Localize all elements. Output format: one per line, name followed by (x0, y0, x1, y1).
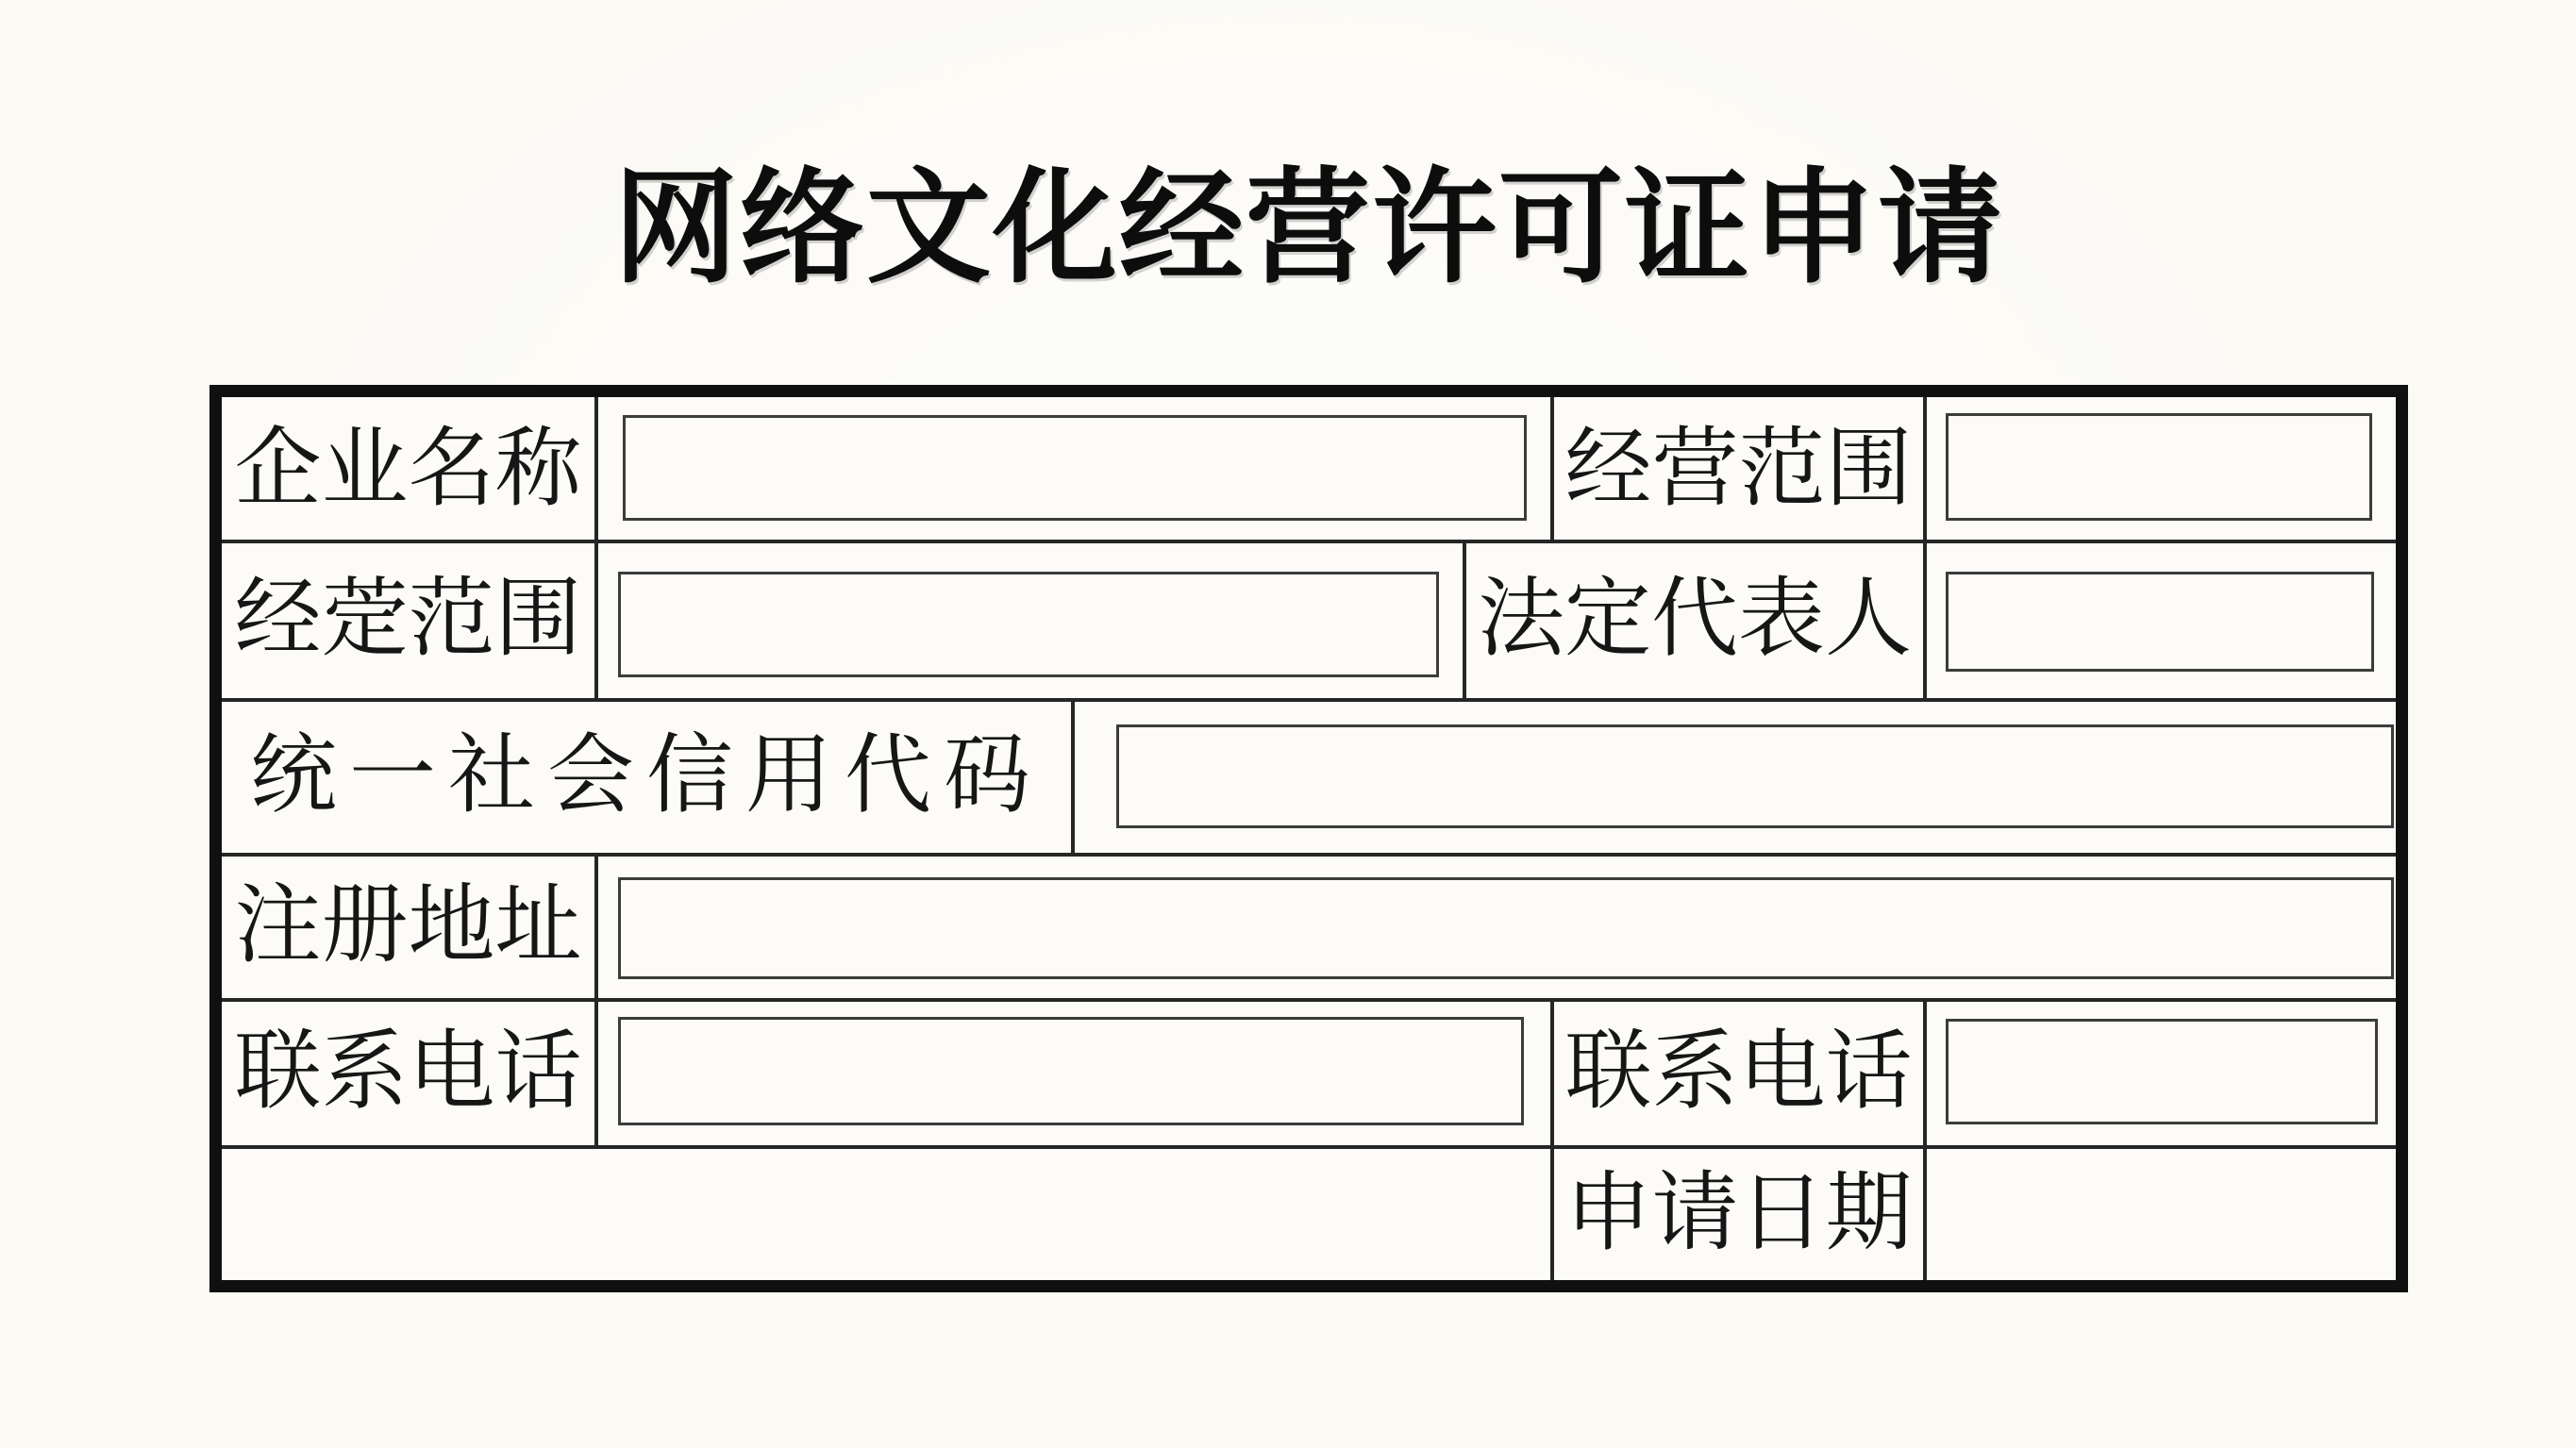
legal-representative-label: 法定代表人 (1477, 571, 1912, 667)
contact-phone-right-label: 联系电话 (1564, 1024, 1913, 1120)
contact-phone-left-input[interactable] (618, 1017, 1524, 1125)
company-name-input[interactable] (623, 415, 1527, 521)
application-date-field[interactable] (1927, 1145, 2396, 1280)
cell-divider (594, 998, 598, 1145)
contact-phone-right-input[interactable] (1946, 1019, 2378, 1124)
registered-address-input[interactable] (618, 877, 2394, 979)
credit-code-input[interactable] (1116, 724, 2394, 828)
cell-divider (1923, 397, 1927, 540)
business-scope-row1-input[interactable] (1946, 413, 2372, 521)
cell-divider (1923, 540, 1927, 698)
credit-code-label: 统一社会信用代码 (249, 727, 1043, 824)
cell-divider (594, 853, 598, 998)
business-scope-row2-input[interactable] (618, 572, 1439, 677)
cell-divider (594, 540, 598, 698)
company-name-label: 企业名称 (234, 420, 582, 517)
registered-address-label: 注册地址 (234, 877, 582, 974)
cell-divider (594, 397, 598, 540)
cell-divider (1923, 998, 1927, 1145)
business-scope-row1-label: 经营范围 (1564, 420, 1913, 517)
application-date-label: 申请日期 (1564, 1164, 1913, 1261)
business-scope-row2-label: 经萣范围 (234, 571, 582, 667)
cell-divider (1071, 698, 1075, 853)
legal-representative-input[interactable] (1946, 572, 2374, 672)
page-title: 网络文化经营许可证申请 (613, 159, 2004, 298)
contact-phone-left-label: 联系电话 (234, 1024, 582, 1120)
